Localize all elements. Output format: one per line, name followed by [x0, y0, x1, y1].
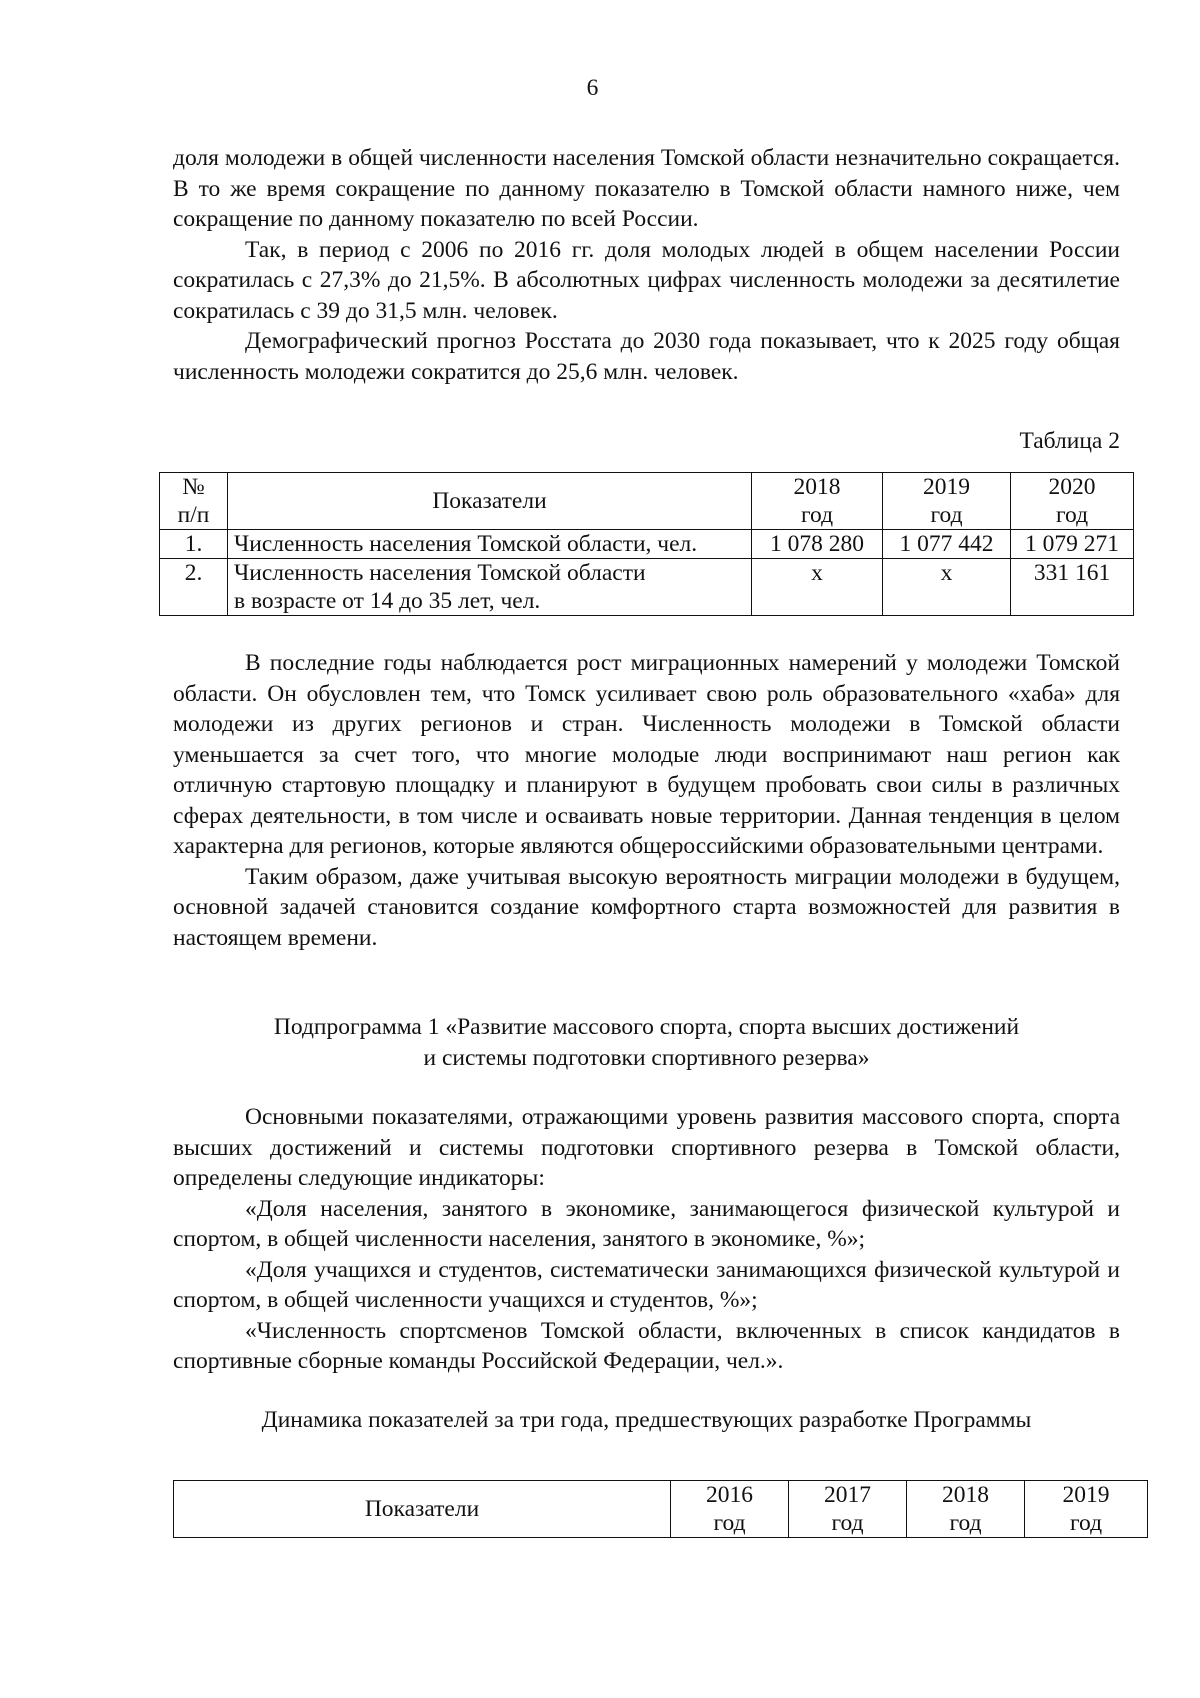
value-2019: 1 077 442 — [883, 530, 1011, 559]
intro-text — [173, 143, 1120, 387]
paragraph-4: В последние годы наблюдается рост миграционных намерений у молодежи Томской области. Он обусловлен тем, что Томск усиливает свою роль образовательного «хаба» для молодежи из других регионов и стран. Численность молодежи в Томской области уменьшается за счет того, что многие молодые люди воспринимают наш регион как отличную стартовую площадку и планируют в будущем пробовать свои силы в различных сферах деятельности, в том числе и осваивать новые территории. Данная тенденция в целом характерна для регионов, которые являются общероссийскими образовательными центрами. — [173, 650, 1120, 859]
row-number: 1. — [160, 530, 228, 559]
value-2019: х — [883, 559, 1011, 616]
num-header: № п/п — [160, 473, 228, 530]
paragraph-6: Основными показателями, отражающими уровень развития массового спорта, спорта высших достижений и системы подготовки спортивного резерва в Томской области, определены следующие индикаторы: — [173, 1104, 1120, 1191]
paragraph-1: доля молодежи в общей численности населения Томской области незначительно сокращается. В то же время сокращение по данному показателю в Томской области намного ниже, чем сокращение по данному показателю по всей России. — [173, 145, 1120, 232]
row-indicator: Численность населения Томской области, чел. — [228, 530, 752, 559]
table-header-row — [160, 473, 1134, 530]
year-header-2020: 2020 год — [1011, 473, 1134, 530]
value-2020: 1 079 271 — [1011, 530, 1134, 559]
row-indicator: Численность населения Томской области в возрасте от 14 до 35 лет, чел. — [228, 559, 752, 616]
paragraph-9: «Численность спортсменов Томской области, включенных в список кандидатов в спортивные сборные команды Российской Федерации, чел.». — [173, 1317, 1120, 1374]
year-header-2019: 2019 год — [1025, 1481, 1148, 1538]
dynamics-table — [173, 1480, 1148, 1538]
value-2018: 1 078 280 — [752, 530, 883, 559]
value-2020: 331 161 — [1011, 559, 1134, 616]
year-header-2016: 2016 год — [671, 1481, 789, 1538]
table-row — [160, 530, 1134, 559]
indicator-header: Показатели — [174, 1481, 671, 1538]
paragraph-8: «Доля учащихся и студентов, систематически занимающихся физической культурой и спортом, в общей численности учащихся и студентов, %»; — [173, 1256, 1120, 1313]
paragraph-7: «Доля населения, занятого в экономике, занимающегося физической культурой и спортом, в общей численности населения, занятого в экономике, %»; — [173, 1195, 1120, 1252]
table-2-caption: Таблица 2 — [1019, 428, 1120, 454]
row-number: 2. — [160, 559, 228, 616]
table-row — [160, 559, 1134, 616]
subprogram-title: Подпрограмма 1 «Развитие массового спорта, спорта высших достижений и системы подготовки спортивного резерва» — [273, 1014, 1020, 1071]
year-header-2017: 2017 год — [789, 1481, 907, 1538]
year-header-2018: 2018 год — [752, 473, 883, 530]
indicator-header: Показатели — [228, 473, 752, 530]
paragraph-3: Демографический прогноз Росстата до 2030 года показывает, что к 2025 году общая численность молодежи сократится до 25,6 млн. человек. — [173, 328, 1120, 385]
year-header-2019: 2019 год — [883, 473, 1011, 530]
indicators-text — [173, 1102, 1120, 1377]
paragraph-5: Таким образом, даже учитывая высокую вероятность миграции молодежи в будущем, основной задачей становится создание комфортного старта возможностей для развития в настоящем времени. — [173, 863, 1120, 951]
page-number: 6 — [586, 75, 599, 101]
dynamics-title: Динамика показателей за три года, предшествующих разработке Программы — [261, 1407, 1032, 1433]
paragraph-2: Так, в период с 2006 по 2016 гг. доля молодых людей в общем населении России сократилась с 27,3% до 21,5%. В абсолютных цифрах численность молодежи за десятилетие сократилась с 39 до 31,5 млн. человек. — [173, 236, 1120, 324]
value-2018: х — [752, 559, 883, 616]
table-header-row — [174, 1481, 1148, 1538]
year-header-2018: 2018 год — [907, 1481, 1025, 1538]
migration-text — [173, 648, 1120, 953]
population-table — [159, 472, 1134, 616]
